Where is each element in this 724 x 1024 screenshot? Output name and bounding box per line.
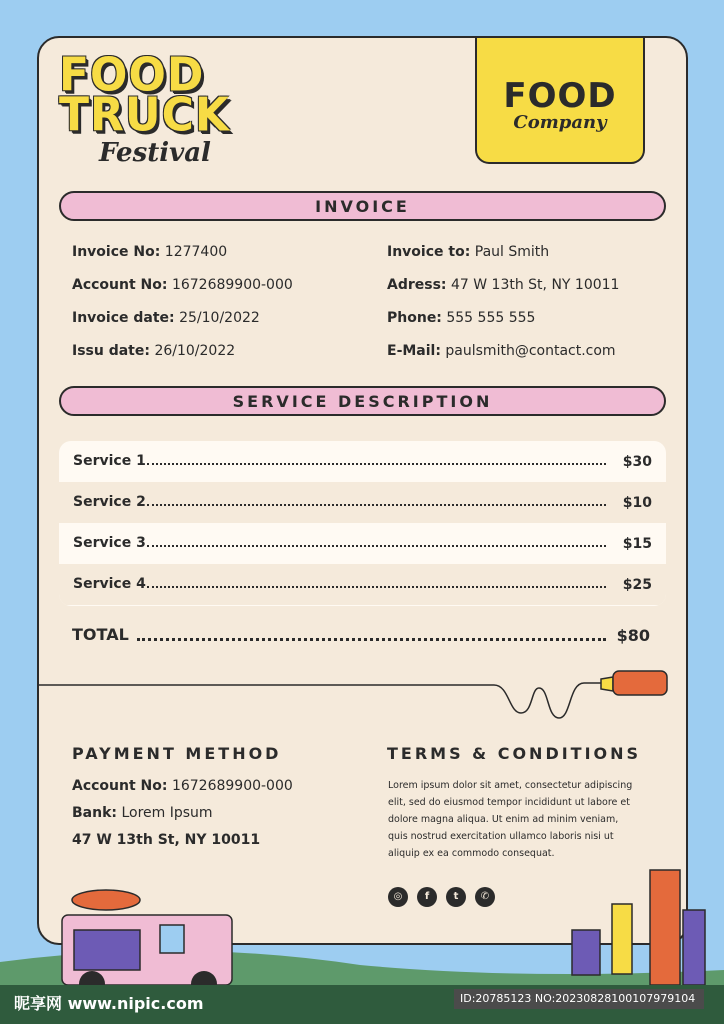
service-row <box>59 441 666 482</box>
account-no-field: Account No: 1672689900-000 <box>72 277 293 293</box>
truck-window <box>74 930 140 970</box>
twitter-icon[interactable]: t <box>446 887 466 907</box>
terms-body: Lorem ipsum dolor sit amet, consectetur adipiscing elit, sed do eiusmod tempor incididunt ut labore et dolore magna aliqua. Ut enim ad minim veniam, quis nostrud exercitation ullamco laboris nisi ut aliquip ex ea commodo consequat. <box>388 780 633 859</box>
payment-address: 47 W 13th St, NY 10011 <box>72 832 261 848</box>
payment-account-field: Account No: 1672689900-000 <box>72 778 293 794</box>
instagram-icon[interactable]: ◎ <box>388 887 408 907</box>
divider-line <box>39 683 601 718</box>
building-orange <box>650 870 680 985</box>
service-heading: SERVICE DESCRIPTION <box>59 386 666 416</box>
service-table <box>59 441 666 606</box>
service-row <box>59 564 666 605</box>
payment-heading: PAYMENT METHOD <box>72 744 282 763</box>
invoice-to-field: Invoice to: Paul Smith <box>387 244 550 260</box>
scenery <box>0 860 724 990</box>
service-price: $10 <box>622 495 652 511</box>
service-name: Service 4 <box>73 576 146 592</box>
service-price: $25 <box>622 577 652 593</box>
bottle-cap <box>601 677 613 691</box>
service-name: Service 1 <box>73 453 146 469</box>
issue-date-field: Issu date: 26/10/2022 <box>72 343 236 359</box>
dotted-leader <box>147 586 606 588</box>
company-tag <box>475 36 645 164</box>
service-price: $30 <box>622 454 652 470</box>
whatsapp-icon[interactable]: ✆ <box>475 887 495 907</box>
invoice-no-field: Invoice No: 1277400 <box>72 244 228 260</box>
bank-field: Bank: Lorem Ipsum <box>72 805 213 821</box>
service-row <box>59 523 666 564</box>
building-yellow <box>612 904 632 974</box>
total-label: TOTAL <box>72 625 129 644</box>
invoice-heading: INVOICE <box>59 191 666 221</box>
dotted-leader <box>147 504 606 506</box>
service-name: Service 3 <box>73 535 146 551</box>
truck-side-window <box>160 925 184 953</box>
tag-script: Company <box>513 112 607 133</box>
ketchup-bottle-icon <box>613 671 667 695</box>
hotdog-icon <box>72 890 140 910</box>
total-dotted-leader <box>137 638 606 641</box>
dotted-leader <box>147 545 606 547</box>
phone-field: Phone: 555 555 555 <box>387 310 536 326</box>
service-price: $15 <box>622 536 652 552</box>
invoice-page <box>37 36 688 945</box>
total-value: $80 <box>616 626 650 645</box>
service-name: Service 2 <box>73 494 146 510</box>
dotted-leader <box>147 463 606 465</box>
festival-logo <box>59 48 269 168</box>
terms-heading: TERMS & CONDITIONS <box>387 744 642 763</box>
facebook-icon[interactable]: f <box>417 887 437 907</box>
logo-word-food: FOOD <box>59 48 205 103</box>
tag-word: FOOD <box>503 76 617 116</box>
logo-word-truck: TRUCK <box>59 88 231 143</box>
address-field: Adress: 47 W 13th St, NY 10011 <box>387 277 620 293</box>
watermark-left: 昵享网 www.nipic.com <box>14 994 204 1013</box>
watermark-id: ID:20785123 NO:20230828100107979104 <box>454 989 704 1009</box>
email-field: E-Mail: paulsmith@contact.com <box>387 343 616 359</box>
service-row <box>59 482 666 523</box>
ketchup-divider <box>39 663 688 723</box>
invoice-date-field: Invoice date: 25/10/2022 <box>72 310 260 326</box>
building-purple-tall <box>683 910 705 985</box>
building-purple <box>572 930 600 975</box>
logo-script-festival: Festival <box>99 138 211 168</box>
